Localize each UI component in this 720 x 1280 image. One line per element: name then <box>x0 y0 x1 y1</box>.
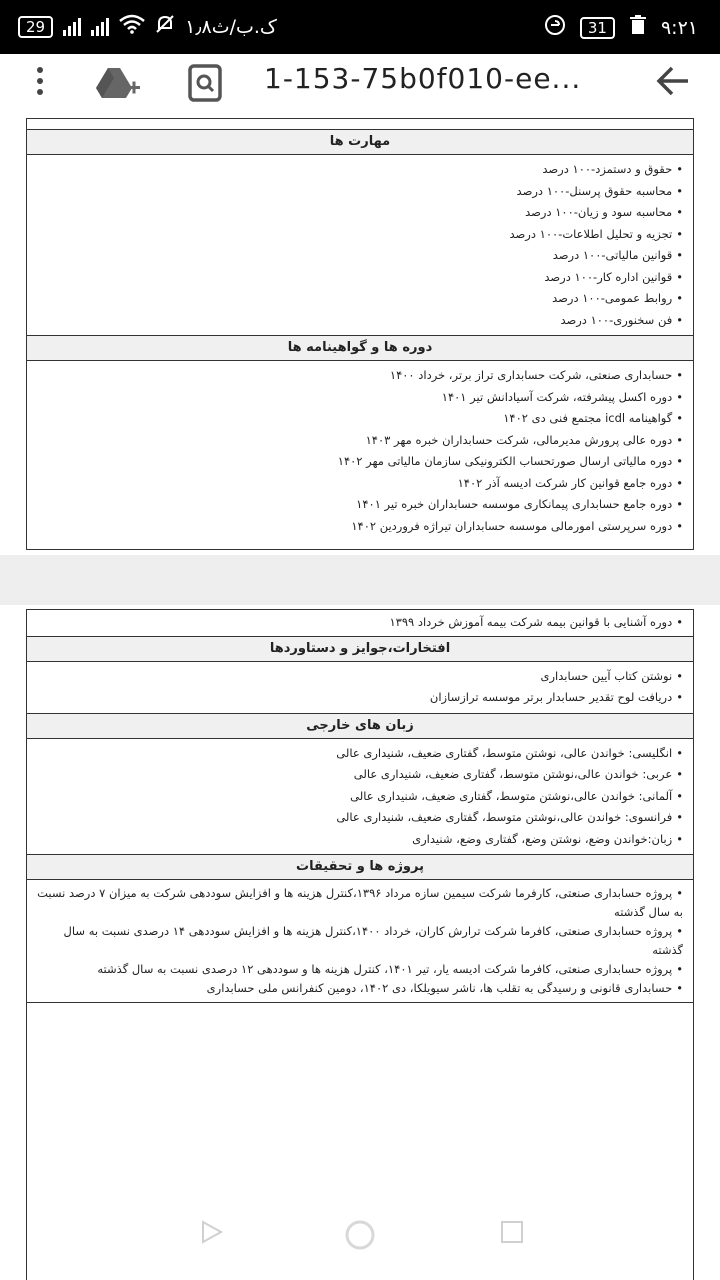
back-nav-icon[interactable] <box>200 1220 224 1248</box>
list-item: • حقوق و دستمزد-۱۰۰ درصد <box>35 159 683 181</box>
list-item: • تجزیه و تحلیل اطلاعات-۱۰۰ درصد <box>35 224 683 246</box>
list-item: • حسابداری صنعتی، شرکت حسابداری تراز برتر، خرداد ۱۴۰۰ <box>35 365 683 387</box>
list-item: • زبان:خواندن وضع، نوشتن وضع، گفتاری وضع، شنیداری <box>35 829 683 851</box>
signal-icon-2 <box>91 18 109 36</box>
system-nav-bar <box>0 1212 720 1256</box>
network-speed: ۱٫۸ک.ب/ث <box>185 15 277 38</box>
list-item: • فرانسوی: خواندن عالی،نوشتن متوسط، گفتاری ضعیف، شنیداری عالی <box>35 807 683 829</box>
more-options-icon[interactable] <box>30 62 50 106</box>
list-item: • پروژه حسابداری صنعتی، کارفرما شرکت سیمین سازه مرداد ۱۳۹۶،کنترل هزینه ها و افزایش سوددهی شرکت به میزان ۷ درصد نسبت به سال گذشته <box>35 884 683 922</box>
cut-off-row <box>27 119 693 130</box>
list-item: • عربی: خواندن عالی،نوشتن متوسط، گفتاری ضعیف، شنیداری عالی <box>35 764 683 786</box>
clock: ۹:۲۱ <box>660 16 698 39</box>
list-item: • فن سخنوری-۱۰۰ درصد <box>35 310 683 332</box>
resume-table-page-1 <box>26 118 694 550</box>
trash-icon <box>629 15 647 40</box>
honors-list <box>27 662 693 713</box>
list-item: • پروژه حسابداری صنعتی، کافرما شرکت ادیسه یار، تیر ۱۴۰۱، کنترل هزینه ها و سوددهی ۱۲ درصدی نسبت به سال گذشته <box>35 960 683 979</box>
home-icon[interactable] <box>342 1220 378 1254</box>
courses-list <box>27 361 693 549</box>
battery-indicator: 29 <box>18 16 53 38</box>
section-header-honors: افتخارات،جوایز و دستاوردها <box>27 636 693 662</box>
add-to-drive-icon[interactable] <box>96 66 140 104</box>
app-toolbar <box>0 54 720 119</box>
back-arrow-icon[interactable] <box>656 64 690 102</box>
list-item: • دوره سرپرستی امورمالی موسسه حسابداران تیراژه فروردین ۱۴۰۲ <box>35 516 683 538</box>
list-item: • حسابداری قانونی و رسیدگی به تقلب ها، ناشر سیویلکا، دی ۱۴۰۲، دومین کنفرانس ملی حسابداری <box>35 979 683 998</box>
app-notification-icon <box>544 14 566 41</box>
section-header-skills: مهارت ها <box>27 130 693 155</box>
languages-list <box>27 739 693 855</box>
list-item: • روابط عمومی-۱۰۰ درصد <box>35 288 683 310</box>
document-page-1 <box>0 118 720 555</box>
signal-icon <box>63 18 81 36</box>
list-item: • دوره اکسل پیشرفته، شرکت آسیادانش تیر ۱۴۰۱ <box>35 387 683 409</box>
list-item: • پروژه حسابداری صنعتی، کافرما شرکت ترارش کاران، خرداد ۱۴۰۰،کنترل هزینه ها و افزایش سوددهی ۱۴ درصدی نسبت به سال گذشته <box>35 922 683 960</box>
list-item: • آلمانی: خواندن عالی،نوشتن متوسط، گفتاری ضعیف، شنیداری عالی <box>35 786 683 808</box>
recents-icon[interactable] <box>500 1220 524 1248</box>
list-item: • نوشتن کتاب آیین حسابداری <box>35 666 683 688</box>
list-item: • قوانین مالیاتی-۱۰۰ درصد <box>35 245 683 267</box>
skills-list <box>27 155 693 335</box>
list-item: • دوره جامع قوانین کار شرکت ادیسه آذر ۱۴۰۲ <box>35 473 683 495</box>
list-item: • محاسبه حقوق پرسنل-۱۰۰ درصد <box>35 181 683 203</box>
list-item: • محاسبه سود و زیان-۱۰۰ درصد <box>35 202 683 224</box>
list-item: • قوانین اداره کار-۱۰۰ درصد <box>35 267 683 289</box>
file-title: 1-153-75b0f010-ee... <box>264 62 582 95</box>
list-item: • دوره عالی پرورش مدیرمالی، شرکت حسابداران خبره مهر ۱۴۰۳ <box>35 430 683 452</box>
page-gap <box>0 555 720 605</box>
list-item: • گواهینامه icdl مجتمع فنی دی ۱۴۰۲ <box>35 408 683 430</box>
list-item: • دوره آشنایی با قوانین بیمه شرکت بیمه آموزش خرداد ۱۳۹۹ <box>35 612 683 634</box>
mute-icon <box>155 14 175 39</box>
status-bar <box>0 0 720 54</box>
preview-search-icon[interactable] <box>188 64 222 106</box>
courses-continued-list <box>27 610 693 636</box>
section-header-projects: پروژه ها و تحقیقات <box>27 854 693 880</box>
list-item: • دوره جامع حسابداری پیمانکاری موسسه حسابداران خبره تیر ۱۴۰۱ <box>35 494 683 516</box>
wifi-icon <box>119 14 145 39</box>
section-header-courses: دوره ها و گواهینامه ها <box>27 335 693 361</box>
resume-table-page-2 <box>26 609 694 1280</box>
list-item: • دریافت لوح تقدیر حسابدار برتر موسسه ترازسازان <box>35 687 683 709</box>
section-header-languages: زبان های خارجی <box>27 713 693 739</box>
list-item: • دوره مالیاتی ارسال صورتحساب الکترونیکی سازمان مالیاتی مهر ۱۴۰۲ <box>35 451 683 473</box>
document-page-2 <box>0 605 720 1280</box>
list-item: • انگلیسی: خواندن عالی، نوشتن متوسط، گفتاری ضعیف، شنیداری عالی <box>35 743 683 765</box>
projects-list <box>27 880 693 1003</box>
calendar-icon: 31 <box>580 17 615 39</box>
